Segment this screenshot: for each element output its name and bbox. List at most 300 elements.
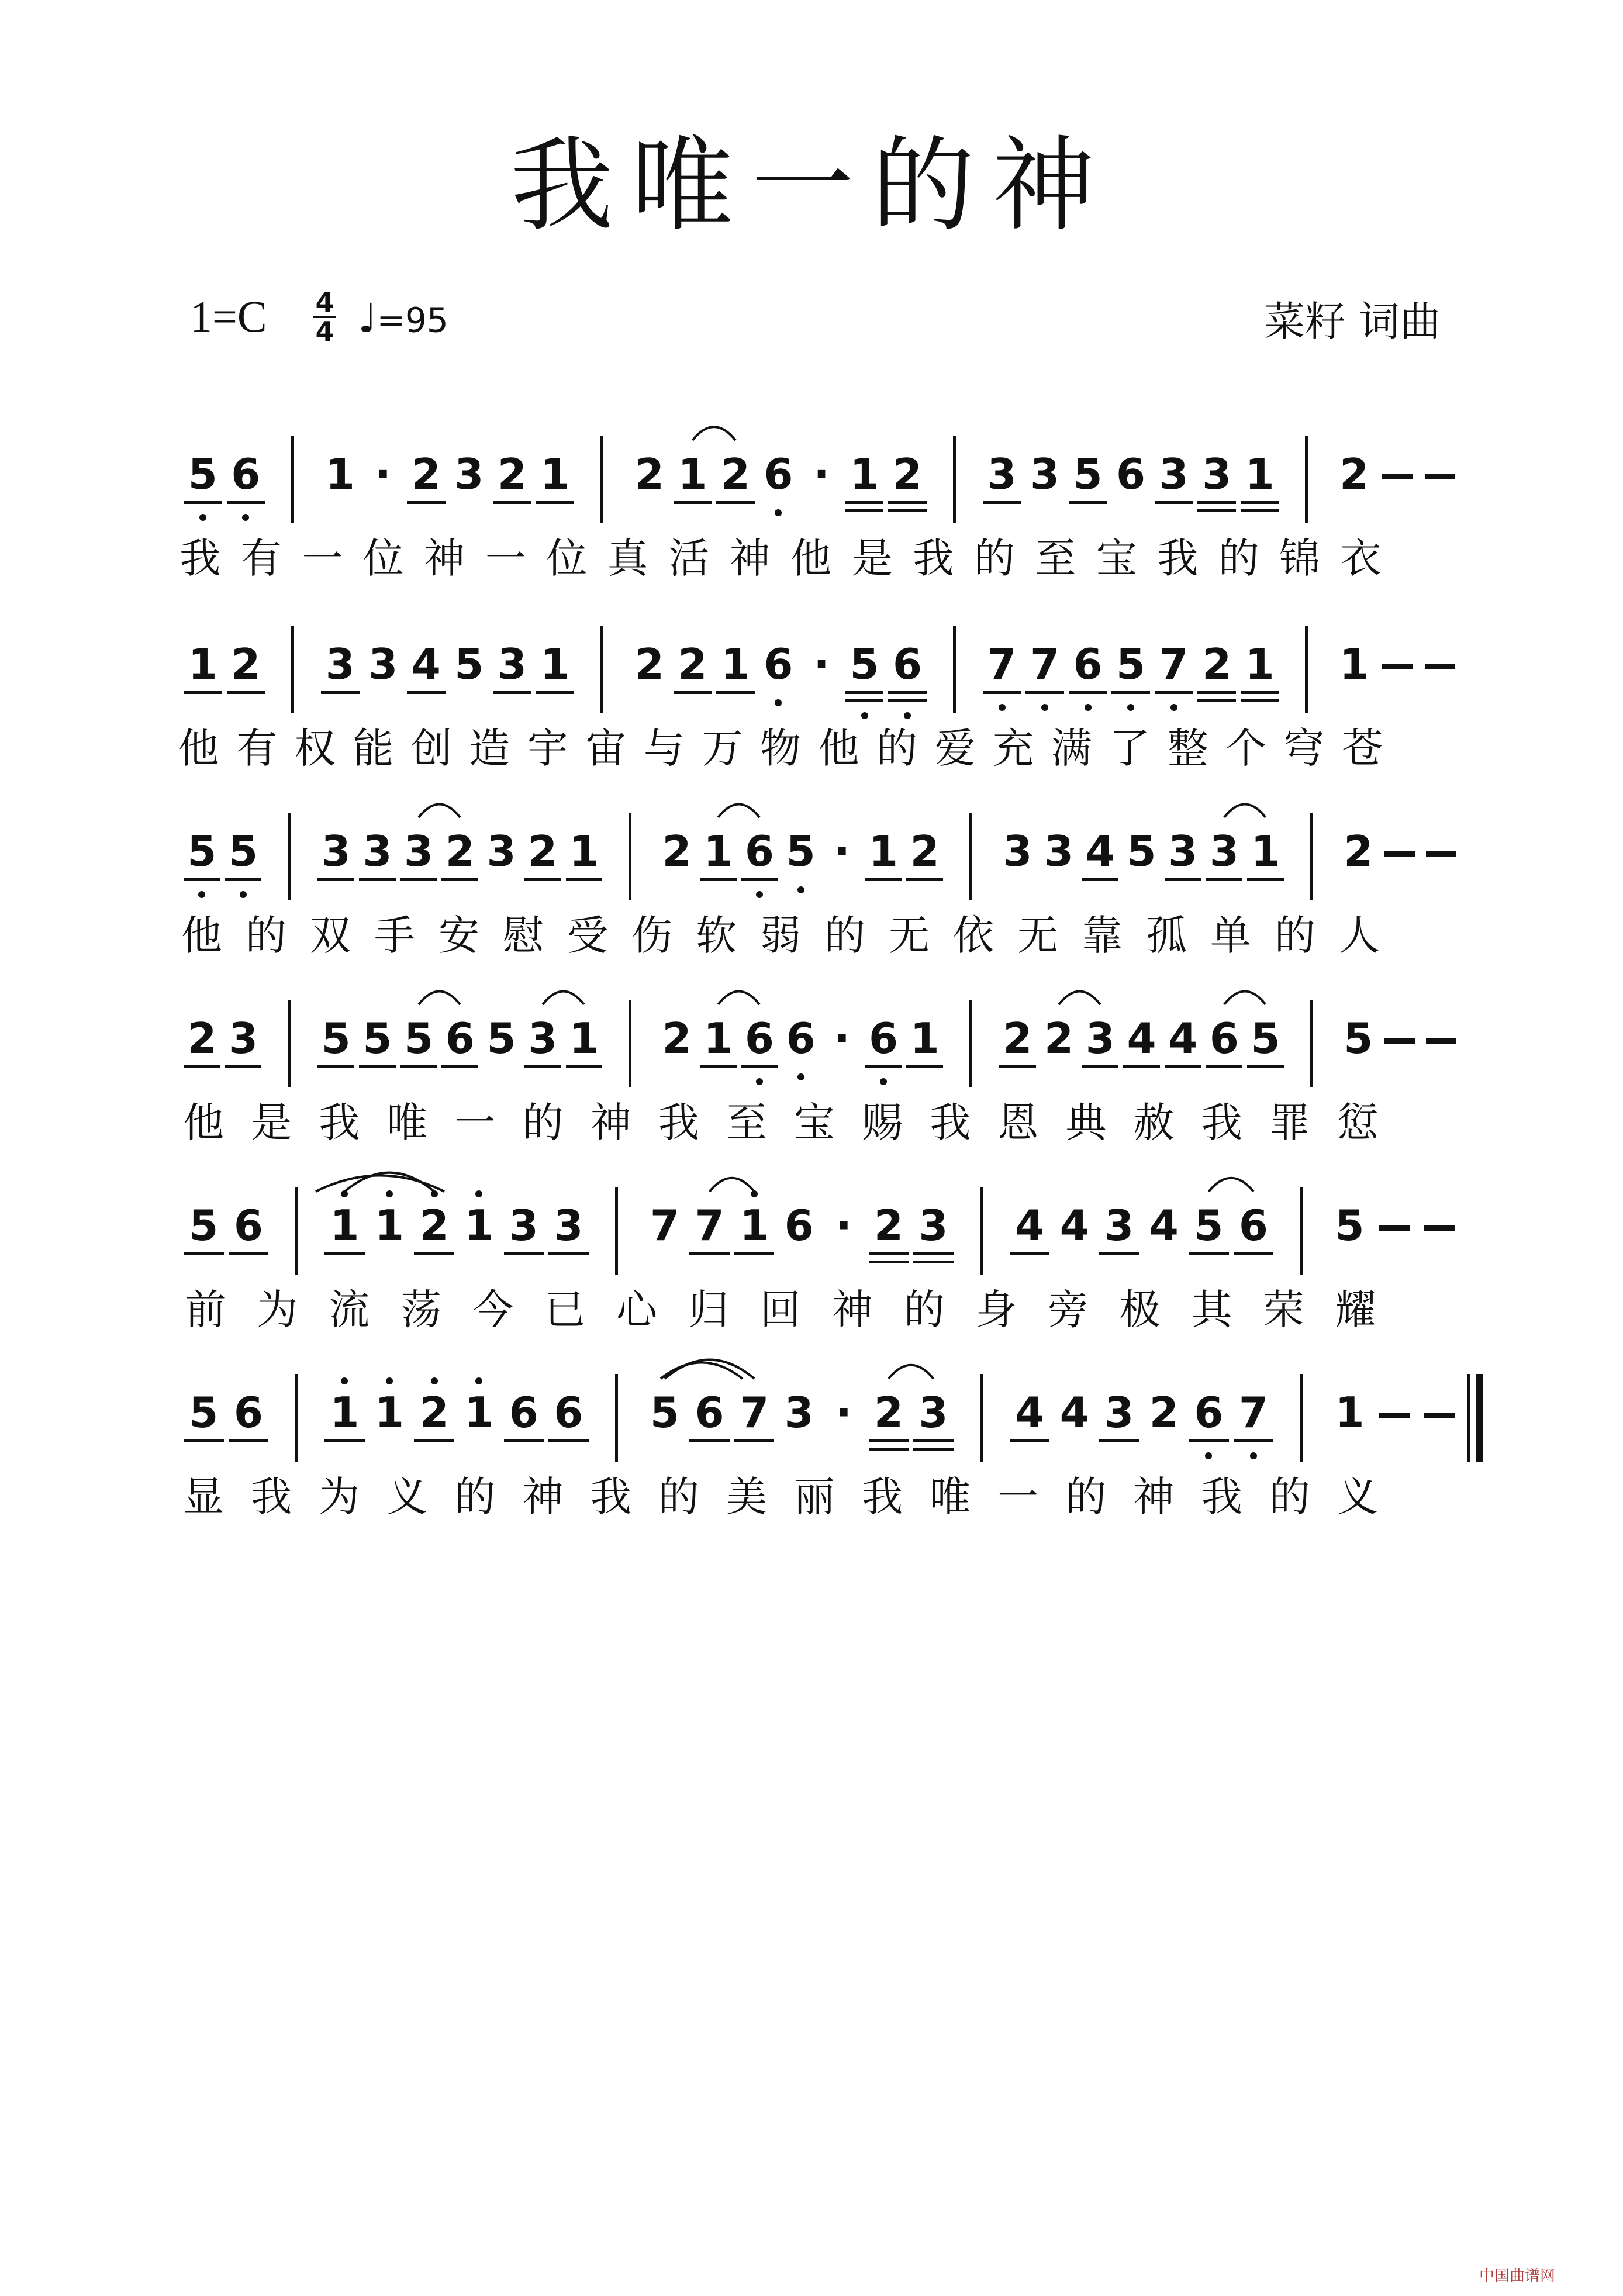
lyric-char: 他 xyxy=(818,724,859,772)
note: 6 xyxy=(764,640,793,689)
barline xyxy=(1310,813,1313,900)
lyric-char: 充 xyxy=(993,724,1034,772)
time-denominator: 4 xyxy=(315,316,334,347)
lyric-char: 我 xyxy=(1201,1099,1242,1147)
note: 2 xyxy=(419,1201,449,1250)
note: 6 xyxy=(231,450,261,499)
beam-underline xyxy=(1206,1065,1243,1068)
beam-underline xyxy=(536,691,575,694)
lyric-char: 依 xyxy=(953,912,994,959)
beam-underline xyxy=(845,691,884,694)
upper-octave-dot xyxy=(475,1190,482,1197)
note: 2 xyxy=(1044,1014,1074,1063)
barline xyxy=(1305,626,1308,713)
note: 6 xyxy=(509,1388,538,1437)
note: 2 xyxy=(231,640,261,689)
lyric-char: 的 xyxy=(1269,1473,1310,1521)
lyric-char: 无 xyxy=(889,912,930,959)
beam-underline xyxy=(229,1439,269,1442)
note: 6 xyxy=(744,1014,774,1063)
lyric-char: 心 xyxy=(616,1286,658,1334)
beam-underline xyxy=(1189,1439,1229,1442)
beam-underline xyxy=(400,878,437,881)
lower-octave-dot xyxy=(756,1078,763,1085)
note: 3 xyxy=(404,827,434,876)
note: 3 xyxy=(784,1388,814,1437)
beam-underline xyxy=(845,699,884,702)
lyric-char: 至 xyxy=(726,1099,767,1147)
lyric-char: 归 xyxy=(688,1286,730,1334)
note: 2 xyxy=(892,450,923,499)
note: 1 xyxy=(1335,1388,1365,1437)
beam-underline xyxy=(1082,1065,1118,1068)
note: 3 xyxy=(1104,1201,1134,1250)
lyric-char: 我 xyxy=(658,1099,699,1147)
lyric-char: 我 xyxy=(1201,1473,1242,1521)
beam-underline xyxy=(906,878,943,881)
lyric-char: 恩 xyxy=(997,1099,1039,1147)
lyric-char: 我 xyxy=(319,1099,360,1147)
upper-octave-dot xyxy=(386,1377,393,1384)
beam-underline xyxy=(983,501,1021,504)
beam-underline xyxy=(1069,501,1107,504)
lyric-char: 的 xyxy=(973,534,1015,582)
note: 1 xyxy=(720,640,750,689)
barline xyxy=(291,436,294,523)
note: 5 xyxy=(189,1201,219,1250)
note: 1 xyxy=(1245,450,1275,499)
note: 1 xyxy=(569,827,599,876)
note: 5 xyxy=(1127,827,1156,876)
beam-underline xyxy=(1069,691,1107,694)
barline xyxy=(969,1000,972,1087)
beam-underline xyxy=(1189,1252,1229,1255)
lyric-char: 的 xyxy=(824,912,865,959)
note: 3 xyxy=(1159,450,1189,499)
note: 4 xyxy=(1014,1388,1045,1437)
note: 2 xyxy=(678,640,707,689)
note: 5 xyxy=(189,1388,219,1437)
lower-octave-dot xyxy=(199,514,206,521)
note: 2 xyxy=(634,450,664,499)
beam-underline xyxy=(324,1252,365,1255)
note: 4 xyxy=(1059,1201,1089,1250)
upper-octave-dot xyxy=(431,1190,438,1197)
beam-underline xyxy=(1247,1065,1284,1068)
note: 1 xyxy=(540,450,570,499)
note: 2 xyxy=(1202,640,1232,689)
lyric-char: 爱 xyxy=(934,724,976,772)
beam-underline xyxy=(566,1065,603,1068)
lyric-char: 权 xyxy=(294,724,336,772)
lyric-char: 万 xyxy=(702,724,743,772)
note: 3 xyxy=(987,450,1017,499)
note: 4 xyxy=(1149,1201,1179,1250)
final-barline-thin xyxy=(1467,1374,1470,1462)
lyric-char: 神 xyxy=(424,534,465,582)
beam-underline xyxy=(548,1252,589,1255)
note: 5 xyxy=(1194,1201,1224,1250)
lyric-char: 弱 xyxy=(760,912,801,959)
lyric-char: 有 xyxy=(236,724,278,772)
note: 6 xyxy=(764,450,793,499)
beam-underline xyxy=(869,1448,909,1451)
note: 6 xyxy=(892,640,923,689)
lyric-char: 受 xyxy=(567,912,608,959)
lyric-char: 伤 xyxy=(631,912,672,959)
lyric-char: 物 xyxy=(760,724,801,772)
note: 5 xyxy=(850,640,879,689)
lyric-char: 神 xyxy=(522,1473,564,1521)
lyric-char: 至 xyxy=(1035,534,1076,582)
dash xyxy=(1425,474,1455,479)
beam-underline xyxy=(906,1065,943,1068)
lyric-char: 的 xyxy=(454,1473,496,1521)
note: 6 xyxy=(868,1014,899,1063)
note: 5 xyxy=(362,1014,392,1063)
augmentation-dot: · xyxy=(375,450,391,499)
note: 6 xyxy=(695,1388,724,1437)
beam-underline xyxy=(913,1261,954,1263)
lyric-char: 宙 xyxy=(585,724,627,772)
beam-underline xyxy=(716,691,755,694)
tempo-value: =95 xyxy=(377,300,448,340)
note: 1 xyxy=(569,1014,599,1063)
lyric-char: 满 xyxy=(1051,724,1092,772)
dash xyxy=(1425,664,1455,669)
lyric-char: 一 xyxy=(997,1473,1039,1521)
beam-underline xyxy=(888,509,927,512)
beam-underline xyxy=(317,878,354,881)
lyric-char: 一 xyxy=(302,534,343,582)
note: 1 xyxy=(464,1201,494,1250)
dash xyxy=(1384,851,1415,857)
lyric-char: 罪 xyxy=(1269,1099,1310,1147)
note: 1 xyxy=(910,1014,940,1063)
lyric-char: 安 xyxy=(438,912,479,959)
beam-underline xyxy=(1234,1252,1274,1255)
note: 3 xyxy=(1044,827,1074,876)
beam-underline xyxy=(700,878,737,881)
barline xyxy=(980,1374,983,1462)
note: 1 xyxy=(540,640,570,689)
lower-octave-dot xyxy=(880,1078,887,1085)
lyric-char: 衣 xyxy=(1340,534,1382,582)
beam-underline xyxy=(1155,691,1193,694)
lyric-char: 已 xyxy=(544,1286,586,1334)
key-signature xyxy=(190,286,448,348)
barline xyxy=(1300,1374,1303,1462)
note: 6 xyxy=(1116,450,1146,499)
lyric-char: 慰 xyxy=(503,912,544,959)
lower-octave-dot xyxy=(1250,1452,1257,1459)
beam-underline xyxy=(548,1439,589,1442)
beam-underline xyxy=(1241,501,1279,504)
note: 7 xyxy=(987,640,1017,689)
beam-underline xyxy=(184,1065,220,1068)
beam-underline xyxy=(1241,699,1279,702)
beam-underline xyxy=(227,691,265,694)
beam-underline xyxy=(317,1065,354,1068)
note: 5 xyxy=(1116,640,1146,689)
upper-octave-dot xyxy=(341,1377,348,1384)
beam-underline xyxy=(524,1065,561,1068)
barline xyxy=(295,1187,298,1275)
beam-underline xyxy=(407,691,446,694)
augmentation-dot: · xyxy=(813,450,830,499)
lyric-char: 赦 xyxy=(1133,1099,1175,1147)
lyric-char: 美 xyxy=(726,1473,767,1521)
beam-underline xyxy=(913,1439,954,1442)
lyric-char: 的 xyxy=(903,1286,945,1334)
lyric-char: 宇 xyxy=(527,724,568,772)
lyric-char: 我 xyxy=(930,1099,971,1147)
lyric-char: 荣 xyxy=(1263,1286,1304,1334)
note: 1 xyxy=(374,1388,405,1437)
note: 2 xyxy=(720,450,750,499)
lyric-char: 他 xyxy=(178,724,219,772)
beam-underline xyxy=(504,1252,544,1255)
note: 5 xyxy=(1073,450,1103,499)
lyric-char: 前 xyxy=(185,1286,226,1334)
upper-octave-dot xyxy=(431,1377,438,1384)
barline xyxy=(953,436,956,523)
lyric-char: 义 xyxy=(1337,1473,1378,1521)
lyric-char: 我 xyxy=(590,1473,631,1521)
lower-octave-dot xyxy=(1041,704,1048,711)
beam-underline xyxy=(1165,1065,1201,1068)
lyric-char: 靠 xyxy=(1082,912,1123,959)
lyric-char: 我 xyxy=(913,534,954,582)
lyric-char: 我 xyxy=(862,1473,903,1521)
lyric-char: 神 xyxy=(590,1099,631,1147)
beam-underline xyxy=(689,1439,730,1442)
beam-underline xyxy=(1197,501,1236,504)
lyric-char: 极 xyxy=(1119,1286,1161,1334)
note: 5 xyxy=(486,1014,516,1063)
lyric-char: 的 xyxy=(1218,534,1259,582)
lyric-char: 神 xyxy=(1133,1473,1175,1521)
note: 6 xyxy=(1209,1014,1239,1063)
note: 2 xyxy=(1344,827,1373,876)
note: 3 xyxy=(509,1201,538,1250)
note: 3 xyxy=(1104,1388,1134,1437)
barline xyxy=(600,436,603,523)
augmentation-dot: · xyxy=(835,1388,852,1437)
dash xyxy=(1426,851,1456,857)
beam-underline xyxy=(441,1065,478,1068)
beam-underline xyxy=(184,878,220,881)
note: 3 xyxy=(325,640,355,689)
barline xyxy=(629,813,631,900)
note: 5 xyxy=(1251,1014,1280,1063)
note: 6 xyxy=(1194,1388,1224,1437)
note: 1 xyxy=(464,1388,494,1437)
upper-octave-dot xyxy=(751,1190,758,1197)
note: 6 xyxy=(1238,1201,1268,1250)
beam-underline xyxy=(674,691,712,694)
beam-underline xyxy=(321,691,360,694)
beam-underline xyxy=(1247,878,1284,881)
beam-underline xyxy=(227,501,265,504)
note: 6 xyxy=(554,1388,583,1437)
lyric-char: 双 xyxy=(310,912,351,959)
beam-underline xyxy=(184,501,222,504)
lyric-char: 活 xyxy=(668,534,710,582)
lyric-char: 丽 xyxy=(794,1473,835,1521)
lyric-char: 的 xyxy=(1065,1473,1107,1521)
lyric-char: 赐 xyxy=(862,1099,903,1147)
note: 2 xyxy=(1149,1388,1179,1437)
lower-octave-dot xyxy=(861,712,868,719)
beam-underline xyxy=(1197,509,1236,512)
barline xyxy=(969,813,972,900)
beam-underline xyxy=(229,1252,269,1255)
quarter-note-icon: ♩ xyxy=(358,295,377,342)
lyric-char: 了 xyxy=(1109,724,1151,772)
beam-underline xyxy=(536,501,575,504)
note: 1 xyxy=(703,1014,733,1063)
lyric-char: 人 xyxy=(1339,912,1380,959)
lyric-char: 造 xyxy=(469,724,510,772)
final-barline-thick xyxy=(1476,1374,1483,1462)
note: 1 xyxy=(188,640,217,689)
dash xyxy=(1382,474,1413,479)
barline xyxy=(1310,1000,1313,1087)
upper-octave-dot xyxy=(341,1190,348,1197)
barline xyxy=(288,813,291,900)
note: 1 xyxy=(678,450,707,499)
lyric-char: 无 xyxy=(1017,912,1058,959)
note: 3 xyxy=(368,640,398,689)
lyric-char: 典 xyxy=(1065,1099,1107,1147)
note: 3 xyxy=(321,827,351,876)
key-label: 1=C xyxy=(190,292,267,342)
beam-underline xyxy=(741,878,778,881)
beam-underline xyxy=(1206,878,1243,881)
note: 1 xyxy=(330,1201,360,1250)
beam-underline xyxy=(1099,1252,1139,1255)
note: 5 xyxy=(404,1014,434,1063)
note: 2 xyxy=(873,1388,903,1437)
dash xyxy=(1379,1413,1410,1418)
page-title: 我唯一的神 xyxy=(510,126,1113,246)
beam-underline xyxy=(225,1065,262,1068)
note: 1 xyxy=(330,1388,360,1437)
lower-octave-dot xyxy=(797,886,804,893)
lyric-char: 位 xyxy=(546,534,588,582)
note: 2 xyxy=(634,640,664,689)
lyric-char: 是 xyxy=(251,1099,292,1147)
lyric-char: 能 xyxy=(353,724,394,772)
note: 6 xyxy=(786,1014,816,1063)
beam-underline xyxy=(359,1065,396,1068)
lyric-char: 锦 xyxy=(1279,534,1321,582)
beam-underline xyxy=(734,1439,775,1442)
note: 3 xyxy=(1085,1014,1115,1063)
barline xyxy=(600,626,603,713)
note: 4 xyxy=(1127,1014,1156,1063)
beam-underline xyxy=(888,501,927,504)
note: 1 xyxy=(325,450,355,499)
note: 3 xyxy=(486,827,516,876)
note: 2 xyxy=(411,450,441,499)
beam-underline xyxy=(1025,691,1064,694)
barline xyxy=(629,1000,631,1087)
lyric-char: 的 xyxy=(246,912,286,959)
lower-octave-dot xyxy=(756,891,763,898)
beam-underline xyxy=(700,1065,737,1068)
dash xyxy=(1382,664,1413,669)
note: 4 xyxy=(1059,1388,1089,1437)
lyric-char: 为 xyxy=(319,1473,360,1521)
dash xyxy=(1424,1413,1455,1418)
beam-underline xyxy=(845,501,884,504)
lyric-char: 显 xyxy=(183,1473,225,1521)
note: 1 xyxy=(740,1201,769,1250)
lyric-char: 穹 xyxy=(1283,724,1325,772)
note: 6 xyxy=(744,827,774,876)
lyric-char: 的 xyxy=(658,1473,699,1521)
beam-underline xyxy=(407,501,446,504)
beam-underline xyxy=(741,1065,778,1068)
note: 2 xyxy=(1339,450,1369,499)
note: 5 xyxy=(321,1014,351,1063)
note: 6 xyxy=(233,1388,263,1437)
note: 7 xyxy=(1238,1388,1268,1437)
augmentation-dot: · xyxy=(813,640,830,689)
beam-underline xyxy=(1234,1439,1274,1442)
lyric-char: 软 xyxy=(696,912,737,959)
note: 5 xyxy=(228,827,258,876)
note: 6 xyxy=(233,1201,263,1250)
note: 2 xyxy=(445,827,475,876)
note: 5 xyxy=(786,827,816,876)
note: 3 xyxy=(362,827,392,876)
barline xyxy=(288,1000,291,1087)
beam-underline xyxy=(1241,691,1279,694)
beam-underline xyxy=(184,1252,224,1255)
beam-underline xyxy=(184,1439,224,1442)
note: 5 xyxy=(454,640,484,689)
lyric-char: 个 xyxy=(1225,724,1267,772)
barline xyxy=(291,626,294,713)
note: 3 xyxy=(1202,450,1232,499)
beam-underline xyxy=(983,691,1021,694)
lyric-char: 愆 xyxy=(1337,1099,1378,1147)
note: 1 xyxy=(1251,827,1280,876)
lyric-char: 的 xyxy=(876,724,918,772)
lyric-char: 身 xyxy=(975,1286,1017,1334)
note: 7 xyxy=(695,1201,724,1250)
note: 1 xyxy=(1339,640,1369,689)
note: 2 xyxy=(662,1014,692,1063)
note: 3 xyxy=(918,1388,948,1437)
lyric-char: 我 xyxy=(251,1473,292,1521)
note: 2 xyxy=(497,450,527,499)
note: 7 xyxy=(1159,640,1189,689)
note: 6 xyxy=(784,1201,814,1250)
augmentation-dot: · xyxy=(835,1201,852,1250)
note: 3 xyxy=(454,450,484,499)
lyric-char: 的 xyxy=(1275,912,1315,959)
lyric-char: 有 xyxy=(240,534,282,582)
barline xyxy=(1300,1187,1303,1275)
lyric-char: 真 xyxy=(607,534,648,582)
lyric-char: 宝 xyxy=(794,1099,835,1147)
time-signature xyxy=(313,286,336,347)
note: 1 xyxy=(850,450,879,499)
